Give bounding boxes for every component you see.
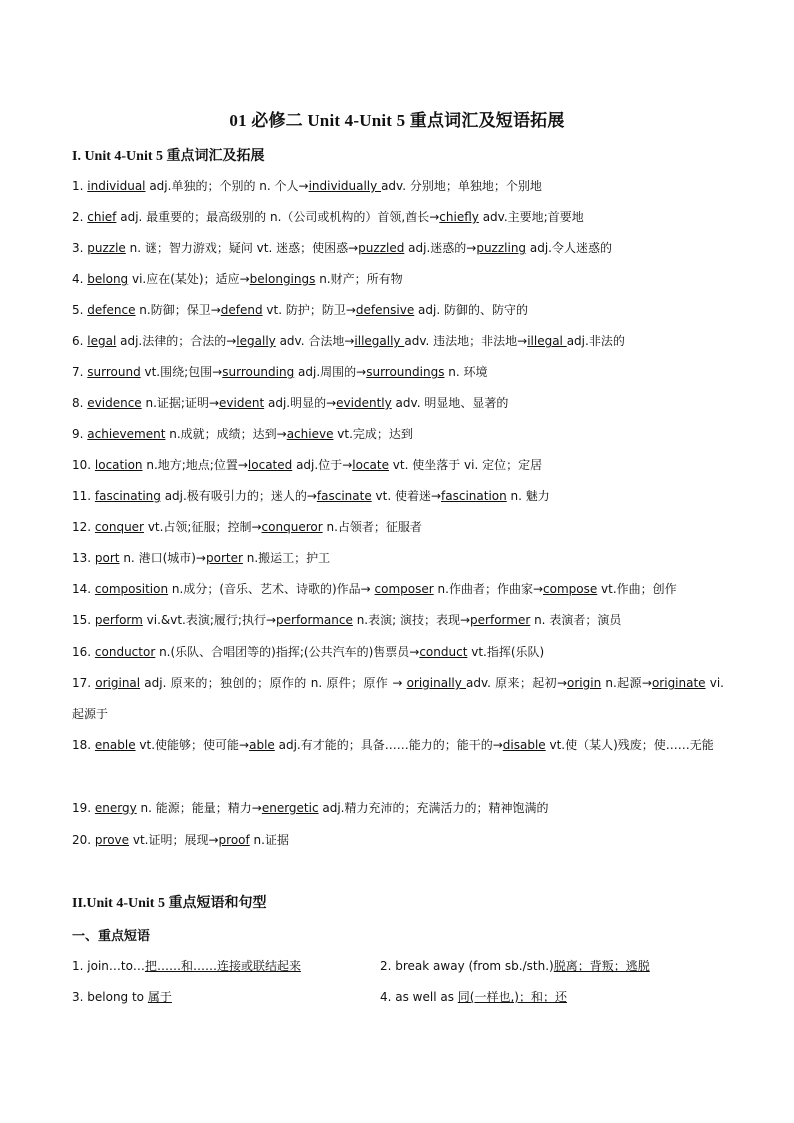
vocab-text: adj.明显的→ [264,396,337,410]
vocab-text: adv. 违法地；非法地→ [404,334,528,348]
vocab-text: 17. [72,676,96,690]
vocab-text: adj.极有吸引力的；迷人的→ [160,489,317,503]
vocab-word: composition [94,582,169,596]
vocab-text: vt.完成；达到 [333,427,413,441]
vocab-word: port [94,551,120,565]
vocab-text: n.表演; 演技；表现→ [352,613,471,627]
vocab-text: adj.有才能的；具备……能力的；能干的→ [274,738,503,752]
vocab-word: proof [218,833,250,847]
vocab-word: legal [87,334,117,348]
vocab-word: belong [87,272,129,286]
vocab-text: vi.&vt.表演;履行;执行→ [142,613,277,627]
vocab-text: n.成就；成绩；达到→ [165,427,287,441]
vocab-item-10 [72,457,722,473]
vocab-word: individually [308,179,382,193]
vocab-word: originally [406,676,467,690]
vocab-word: fascinate [316,489,372,503]
vocab-text: n.成分；(音乐、艺术、诗歌的)作品→ [168,582,375,596]
vocab-item-12 [72,519,722,535]
vocab-word: conduct [419,645,468,659]
vocab-text: n. 港口(城市)→ [119,551,206,565]
vocab-word: porter [205,551,243,565]
section-heading-vocabulary: I. Unit 4-Unit 5 重点词汇及拓展 [72,149,265,164]
vocab-text: 8. [72,396,88,410]
vocab-word: illegal [527,334,567,348]
vocab-item-2 [72,209,722,225]
vocab-text: 20. [72,833,95,847]
vocab-text: 19. [72,801,95,815]
vocab-word: belongings [249,272,316,286]
vocab-word: puzzled [358,241,405,255]
phrase-meaning: 把……和……连接或联结起来 [144,959,301,973]
vocab-text: adv. 原来；起初→ [466,676,568,690]
vocab-word: chief [87,210,117,224]
vocab-word: origin [567,676,602,690]
vocab-text: adj.单独的；个别的 n. 个人→ [145,179,309,193]
vocab-text: vt. 使着迷→ [371,489,442,503]
vocab-item-11 [72,488,722,504]
vocab-item-1 [72,178,722,194]
vocab-text: vt.占领;征服；控制→ [144,520,262,534]
vocab-word: originate [651,676,706,690]
vocab-word: performer [470,613,531,627]
vocab-word: puzzle [87,241,126,255]
vocab-item-5 [72,302,722,318]
vocab-word: achievement [87,427,166,441]
vocab-word: evident [219,396,265,410]
vocab-text: n.证据 [249,833,289,847]
vocab-text: vt.使（某人)残废；使……无能 [545,738,714,752]
vocab-text: adj.令人迷惑的 [526,241,612,255]
vocab-item-9 [72,426,722,442]
vocab-item-13 [72,550,722,566]
vocab-word: legally [236,334,276,348]
vocab-text: adv. 分别地；单独地；个别地 [381,179,542,193]
vocab-word: surround [87,365,141,379]
vocab-text: adj. 最重要的；最高级别的 n.（公司或机构的）首领,酋长→ [116,210,440,224]
vocab-text: 16. [72,645,95,659]
vocab-text: 1. [72,179,88,193]
vocab-text: n.财产；所有物 [315,272,403,286]
vocab-word: conductor [94,645,156,659]
vocab-word: disable [502,738,546,752]
vocab-text: vt. 使坐落于 vi. 定位；定居 [388,458,543,472]
phrase-english: 1. join…to… [72,959,145,973]
vocab-word: fascination [441,489,507,503]
vocab-item-4 [72,271,722,287]
vocab-text: vi. 起源于 [72,676,724,721]
vocab-text: 13. [72,551,95,565]
vocab-item-7 [72,364,722,380]
vocab-text: n. 表演者；演员 [530,613,622,627]
phrase-item-1 [72,957,301,974]
vocab-word: location [94,458,143,472]
vocab-text: vt. 防护；防卫→ [262,303,356,317]
vocab-text: n.证据;证明→ [141,396,220,410]
vocab-word: composer [374,582,434,596]
vocab-word: evidence [87,396,142,410]
phrase-english: 2. break away (from sb./sth.) [380,959,554,973]
vocab-item-14 [72,581,722,597]
vocab-word: fascinating [94,489,161,503]
vocab-text: n.占领者；征服者 [322,520,422,534]
vocab-text: n.地方;地点;位置→ [142,458,248,472]
vocab-text: 5. [72,303,88,317]
vocab-text: adv.主要地;首要地 [478,210,584,224]
vocab-item-8 [72,395,722,411]
vocab-word: compose [543,582,598,596]
vocab-text: 15. [72,613,95,627]
vocab-item-6 [72,333,722,349]
phrase-meaning: 属于 [147,990,172,1004]
vocab-text: n. 谜；智力游戏；疑问 vt. 迷惑；使困惑→ [125,241,359,255]
phrase-meaning: 同(一样也,)；和；还 [457,990,567,1004]
phrase-item-3 [72,988,172,1005]
vocab-text: adj.位于→ [292,458,353,472]
subheading-key-phrases: 一、重点短语 [72,928,151,943]
vocab-text: n.起源→ [601,676,652,690]
vocab-item-19 [72,800,722,816]
vocab-text: vt.证明；展现→ [129,833,219,847]
vocab-item-16 [72,644,722,660]
vocab-text: 18. [72,738,95,752]
vocab-text: vt.指挥(乐队) [467,645,545,659]
vocab-text: vi.应在(某处)；适应→ [128,272,250,286]
vocab-word: defence [87,303,136,317]
vocab-word: performance [276,613,353,627]
phrase-item-2 [380,957,650,974]
vocab-text: n. 魅力 [506,489,550,503]
vocab-word: puzzling [476,241,527,255]
vocab-text: adj.非法的 [566,334,625,348]
vocab-text: 3. [72,241,88,255]
vocab-text: 4. [72,272,88,286]
vocab-item-15 [72,612,722,628]
vocab-word: able [249,738,275,752]
vocab-text: adv. 明显地、显著的 [391,396,509,410]
vocab-text: adj.迷惑的→ [404,241,477,255]
vocab-text: 11. [72,489,95,503]
vocab-text: vt.作曲；创作 [597,582,677,596]
vocab-word: defend [220,303,263,317]
vocab-word: conquer [94,520,144,534]
vocab-word: original [95,676,141,690]
vocab-word: illegally [354,334,405,348]
section-heading-phrases: II.Unit 4-Unit 5 重点短语和句型 [72,896,267,911]
vocab-text: adj.精力充沛的；充满活力的；精神饱满的 [318,801,549,815]
vocab-word: surrounding [222,365,295,379]
vocab-text: n. 环境 [444,365,488,379]
vocab-text: n. 能源；能量；精力→ [136,801,262,815]
vocab-text: adj.法律的；合法的→ [116,334,237,348]
vocab-word: locate [352,458,389,472]
vocab-word: conqueror [261,520,323,534]
vocab-word: chiefly [439,210,479,224]
vocab-word: enable [94,738,136,752]
phrase-english: 4. as well as [380,990,458,1004]
vocab-text: 9. [72,427,88,441]
vocab-text: 2. [72,210,88,224]
vocab-word: defensive [355,303,415,317]
vocab-word: located [247,458,293,472]
vocab-text: 10. [72,458,95,472]
vocab-word: individual [87,179,146,193]
vocab-text: vt.围绕;包围→ [140,365,223,379]
vocab-text: 7. [72,365,88,379]
vocab-text: adj. 防御的、防守的 [414,303,528,317]
phrase-english: 3. belong to [72,990,148,1004]
vocab-text: 6. [72,334,88,348]
vocab-text: n.搬运工；护工 [242,551,331,565]
vocab-word: perform [94,613,143,627]
vocab-word: prove [94,833,130,847]
vocab-text: n.作曲者；作曲家→ [433,582,543,596]
phrase-item-4 [380,988,567,1005]
vocab-word: energy [94,801,137,815]
vocab-word: energetic [261,801,319,815]
vocab-item-3 [72,240,722,256]
vocab-text: adj. 原来的；独创的；原作的 n. 原件；原作 → [140,676,407,690]
vocab-item-18 [72,730,724,761]
vocab-item-17 [72,668,724,730]
vocab-text: n.防御；保卫→ [135,303,221,317]
phrase-meaning: 脱离；背叛；逃脱 [553,959,650,973]
vocab-word: surroundings [366,365,445,379]
vocab-text: 14. [72,582,95,596]
vocab-text: adj.周围的→ [294,365,367,379]
vocab-text: 12. [72,520,95,534]
vocab-word: achieve [286,427,334,441]
page-title: 01 必修二 Unit 4-Unit 5 重点词汇及短语拓展 [229,111,565,130]
vocab-text: vt.使能够；使可能→ [135,738,250,752]
vocab-item-20 [72,832,722,848]
vocab-text: adv. 合法地→ [275,334,355,348]
vocab-text: n.(乐队、合唱团等的)指挥;(公共汽车的)售票员→ [155,645,420,659]
vocab-word: evidently [336,396,392,410]
